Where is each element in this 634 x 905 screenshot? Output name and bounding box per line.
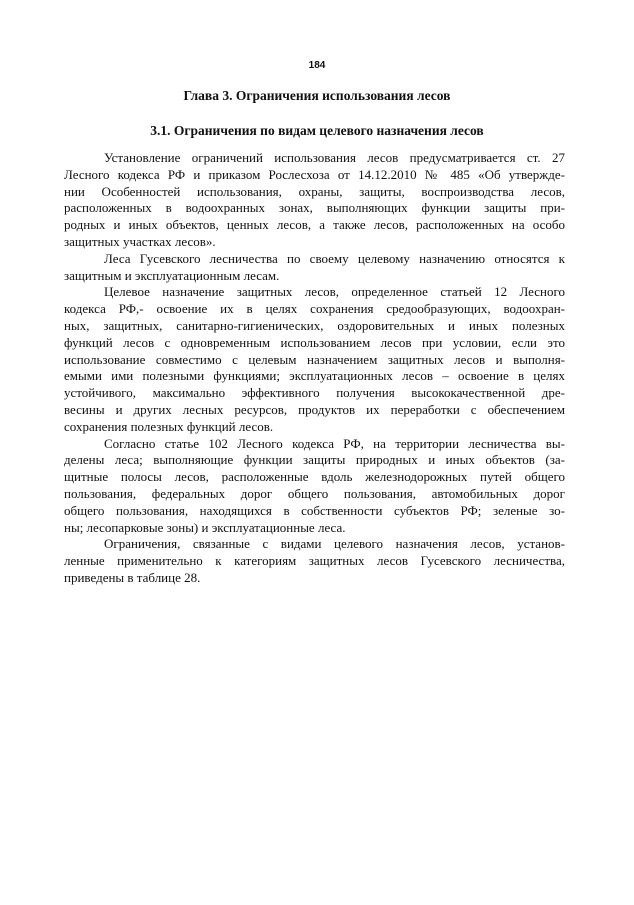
paragraph-line: расположенных в водоохранных зонах, выполняющих функции защиты при- (64, 200, 565, 216)
section-title: 3.1. Ограничения по видам целевого назначения лесов (150, 123, 484, 138)
paragraph-line: ны; лесопарковые зоны) и эксплуатационные леса. (64, 519, 346, 535)
paragraph-line: пользования, федеральных дорог общего пользования, автомобильных дорог (64, 485, 565, 501)
paragraph-line: кодекса РФ,- освоение их в целях сохранения средообразующих, водоохран- (64, 301, 565, 317)
paragraph-line: Целевое назначение защитных лесов, определенное статьей 12 Лесного (104, 284, 565, 300)
paragraph-line: Леса Гусевского лесничества по своему целевому назначению относятся к (104, 250, 565, 266)
paragraph (64, 284, 565, 435)
paragraph-line: защитных участках лесов». (64, 233, 216, 249)
chapter-title: Глава 3. Ограничения использования лесов (183, 88, 451, 103)
paragraph-line: сохранения полезных функций лесов. (64, 418, 274, 434)
page-number: 184 (308, 60, 326, 71)
paragraph-line: приведены в таблице 28. (64, 569, 201, 585)
paragraph-line: Ограничения, связанные с видами целевого назначения лесов, установ- (104, 536, 565, 552)
paragraph-line: устойчивого, максимально эффективного получения высококачественной дре- (64, 385, 565, 401)
body-text (64, 150, 565, 587)
paragraph-line: Установление ограничений использования лесов предусматривается ст. 27 (104, 150, 565, 165)
paragraph-line: емыми ими полезными функциями; эксплуатационных лесов – освоение в целях (64, 368, 565, 384)
paragraph (64, 436, 565, 537)
paragraph-line: весины и других лесных ресурсов, продуктов их переработки с обеспечением (64, 401, 565, 417)
paragraph-line: ных, защитных, санитарно-гигиенических, оздоровительных и иных полезных (64, 317, 565, 333)
paragraph-line: нии Особенностей использования, охраны, защиты, воспроизводства лесов, (64, 183, 565, 199)
paragraph-line: делены леса; выполняющие функции защиты природных и иных объектов (за- (64, 452, 565, 468)
paragraph-line: защитным и эксплуатационным лесам. (64, 267, 280, 283)
paragraph-line: функций лесов с одновременным использованием лесов при условии, если это (64, 334, 565, 350)
paragraph-line: общего пользования, находящихся в собственности субъектов РФ; зеленые зо- (64, 502, 565, 518)
paragraph-line: ленные применительно к категориям защитных лесов Гусевского лесничества, (64, 553, 565, 569)
paragraph (64, 536, 565, 586)
paragraph (64, 150, 565, 251)
paragraph-line: использование совместимо с целевым назначением защитных лесов и выполня- (64, 351, 565, 367)
paragraph-line: родных и иных объектов, ценных лесов, а также лесов, расположенных на особо (64, 217, 565, 233)
paragraph (64, 251, 565, 285)
paragraph-line: щитные полосы лесов, расположенные вдоль железнодорожных путей общего (64, 469, 565, 485)
paragraph-line: Лесного кодекса РФ и приказом Рослесхоза от 14.12.2010 № 485 «Об утвержде- (64, 166, 565, 182)
paragraph-line: Согласно статье 102 Лесного кодекса РФ, на территории лесничества вы- (104, 435, 565, 451)
